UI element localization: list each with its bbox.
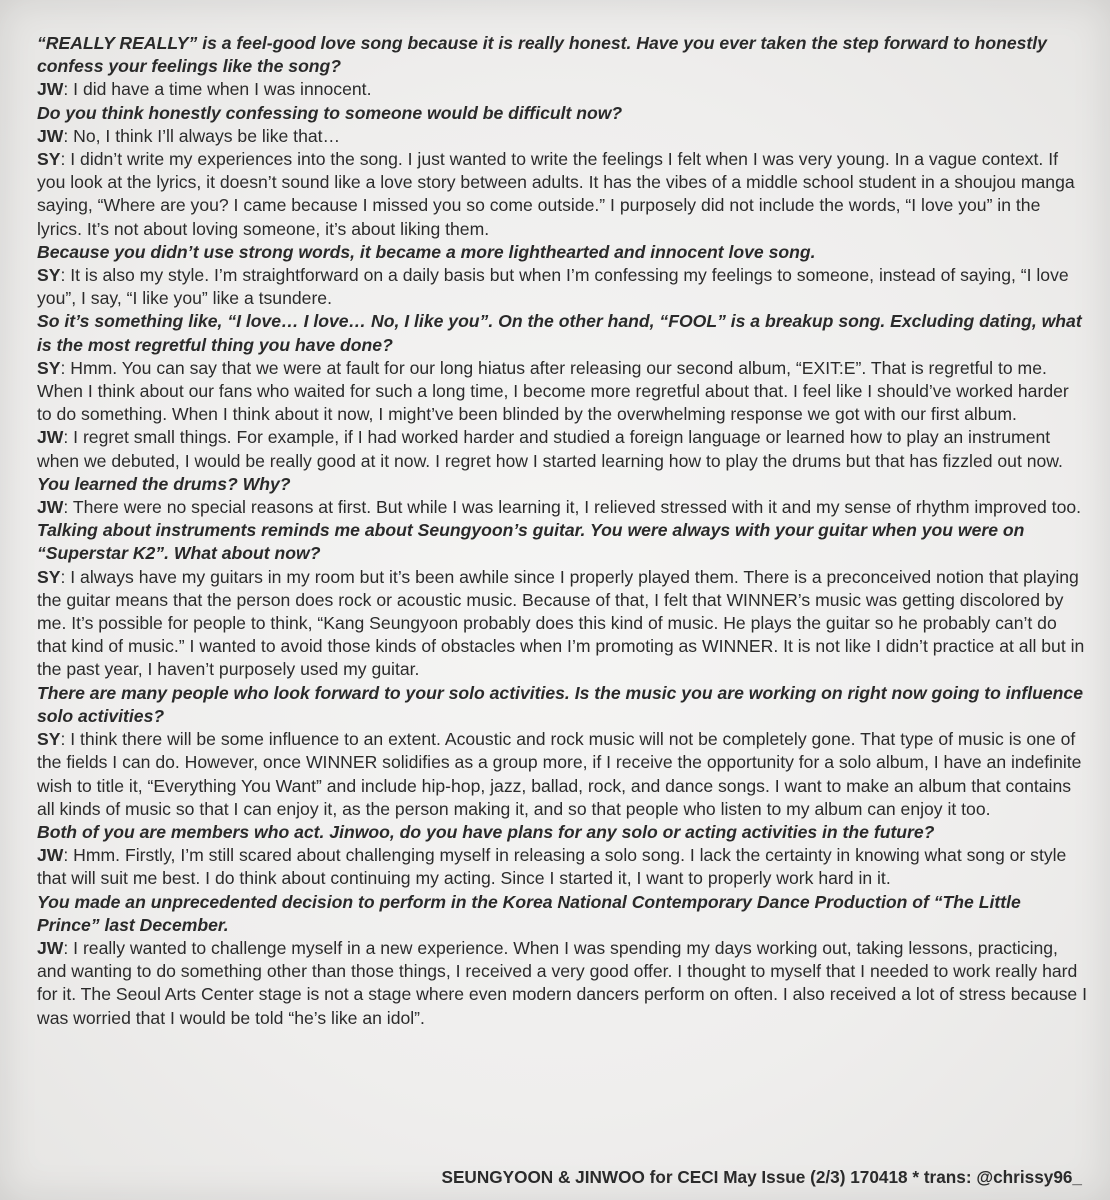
speaker-label: SY — [37, 566, 61, 587]
interview-answer — [37, 844, 1087, 890]
interview-question: You made an unprecedented decision to perform in the Korea National Contemporary Dance Production of “The Little Prince” last December. — [37, 891, 1021, 935]
interview-question: Because you didn’t use strong words, it became a more lighthearted and innocent love song. — [37, 241, 816, 262]
speaker-label: SY — [37, 149, 61, 170]
credit-line: SEUNGYOON & JINWOO for CECI May Issue (2/3) 170418 * trans: @chrissy96_ — [441, 1167, 1082, 1187]
interview-answer — [37, 496, 1087, 519]
interview-answer — [37, 357, 1087, 427]
answer-text: : I didn’t write my experiences into the song. I just wanted to write the feelings I felt when I was very young. In a vague context. If you look at the lyrics, it doesn’t sound like a love story between adults. It has the vibes of a middle school student in a shoujou manga saying, “Where are you? I came because I missed you so come outside.” I purposely did not include the words, “I love you” in the lyrics. It’s not about loving someone, it’s about liking them. — [37, 149, 1075, 239]
speaker-label: JW — [37, 497, 64, 518]
interview-answer — [37, 566, 1087, 682]
speaker-label: JW — [37, 79, 64, 100]
answer-text: : I regret small things. For example, if I had worked harder and studied a foreign language or learned how to play an instrument when we debuted, I would be really good at it now. I regret how I started learning how to play the drums but that has fizzled out now. — [37, 427, 1063, 471]
interview-question: So it’s something like, “I love… I love… No, I like you”. On the other hand, “FOOL” is a breakup song. Excluding dating, what is the most regretful thing you have done? — [37, 311, 1082, 355]
answer-text: : I really wanted to challenge myself in a new experience. When I was spending my days working out, taking lessons, practicing, and wanting to do something other than those things, I received a very good offer. I thought to myself that I needed to work really hard for it. The Seoul Arts Center stage is not a stage where even modern dancers perform on often. I also received a lot of stress because I was worried that I would be told “he’s like an idol”. — [37, 937, 1087, 1028]
answer-text: : I always have my guitars in my room but it’s been awhile since I properly played them. There is a preconceived notion that playing the guitar means that the person does rock or acoustic music. Because of that, I felt that WINNER’s music was getting discolored by me. It’s possible for people to think, “Kang Seungyoon probably does this kind of music. He plays the guitar so he probably can’t do that kind of music.” I wanted to avoid those kinds of obstacles when I’m promoting as WINNER. It is not like I didn’t practice at all but in the past year, I haven’t purposely used my guitar. — [37, 566, 1085, 680]
interview-question: Talking about instruments reminds me about Seungyoon’s guitar. You were always with your guitar when you were on “Superstar K2”. What about now? — [37, 520, 1025, 564]
interview-question: Do you think honestly confessing to someone would be difficult now? — [37, 102, 623, 123]
speaker-label: SY — [37, 729, 61, 750]
answer-text: : It is also my style. I’m straightforward on a daily basis but when I’m confessing my feelings to someone, instead of saying, “I love you”, I say, “I like you” like a tsundere. — [37, 265, 1069, 309]
answer-text: : There were no special reasons at first. But while I was learning it, I relieved stressed with it and my sense of rhythm improved too. — [63, 497, 1082, 518]
interview-question: There are many people who look forward to your solo activities. Is the music you are working on right now going to influence solo activities? — [37, 682, 1084, 726]
interview-question: You learned the drums? Why? — [37, 473, 291, 494]
interview-question: “REALLY REALLY” is a feel-good love song because it is really honest. Have you ever taken the step forward to honestly confess your feelings like the song? — [37, 33, 1047, 77]
interview-answer — [37, 728, 1087, 821]
interview-answer — [37, 148, 1087, 241]
speaker-label: JW — [37, 845, 64, 866]
speaker-label: JW — [37, 125, 64, 146]
interview-answer — [37, 78, 1087, 101]
interview-answer — [37, 426, 1087, 472]
answer-text: : No, I think I’ll always be like that… — [63, 125, 341, 146]
speaker-label: SY — [37, 357, 61, 378]
answer-text: : I did have a time when I was innocent. — [63, 79, 372, 100]
interview-question: Both of you are members who act. Jinwoo, do you have plans for any solo or acting activities in the future? — [37, 821, 935, 842]
answer-text: : Hmm. You can say that we were at fault for our long hiatus after releasing our second album, “EXIT:E”. That is regretful to me. When I think about our fans who waited for such a long time, I become more regretful about that. I feel like I should’ve worked harder to do something. When I think about it now, I might’ve been blinded by the overwhelming response we got with our first album. — [37, 357, 1069, 425]
speaker-label: JW — [37, 427, 64, 448]
interview-answer — [37, 937, 1087, 1030]
speaker-label: JW — [37, 937, 64, 958]
speaker-label: SY — [37, 265, 61, 286]
answer-text: : I think there will be some influence to an extent. Acoustic and rock music will not be completely gone. That type of music is one of the fields I can do. However, once WINNER solidifies as a group more, if I receive the opportunity for a solo album, I have an indefinite wish to title it, “Everything You Want” and include hip-hop, jazz, ballad, rock, and dance songs. I want to make an album that contains all kinds of music so that I can enjoy it, as the person making it, and so that people who listen to my album can enjoy it too. — [37, 729, 1082, 819]
interview-transcript — [37, 32, 1087, 1030]
interview-answer — [37, 264, 1087, 310]
answer-text: : Hmm. Firstly, I’m still scared about challenging myself in releasing a solo song. I lack the certainty in knowing what song or style that will suit me best. I do think about continuing my acting. Since I started it, I want to properly work hard in it. — [37, 845, 1067, 889]
interview-answer — [37, 125, 1087, 148]
